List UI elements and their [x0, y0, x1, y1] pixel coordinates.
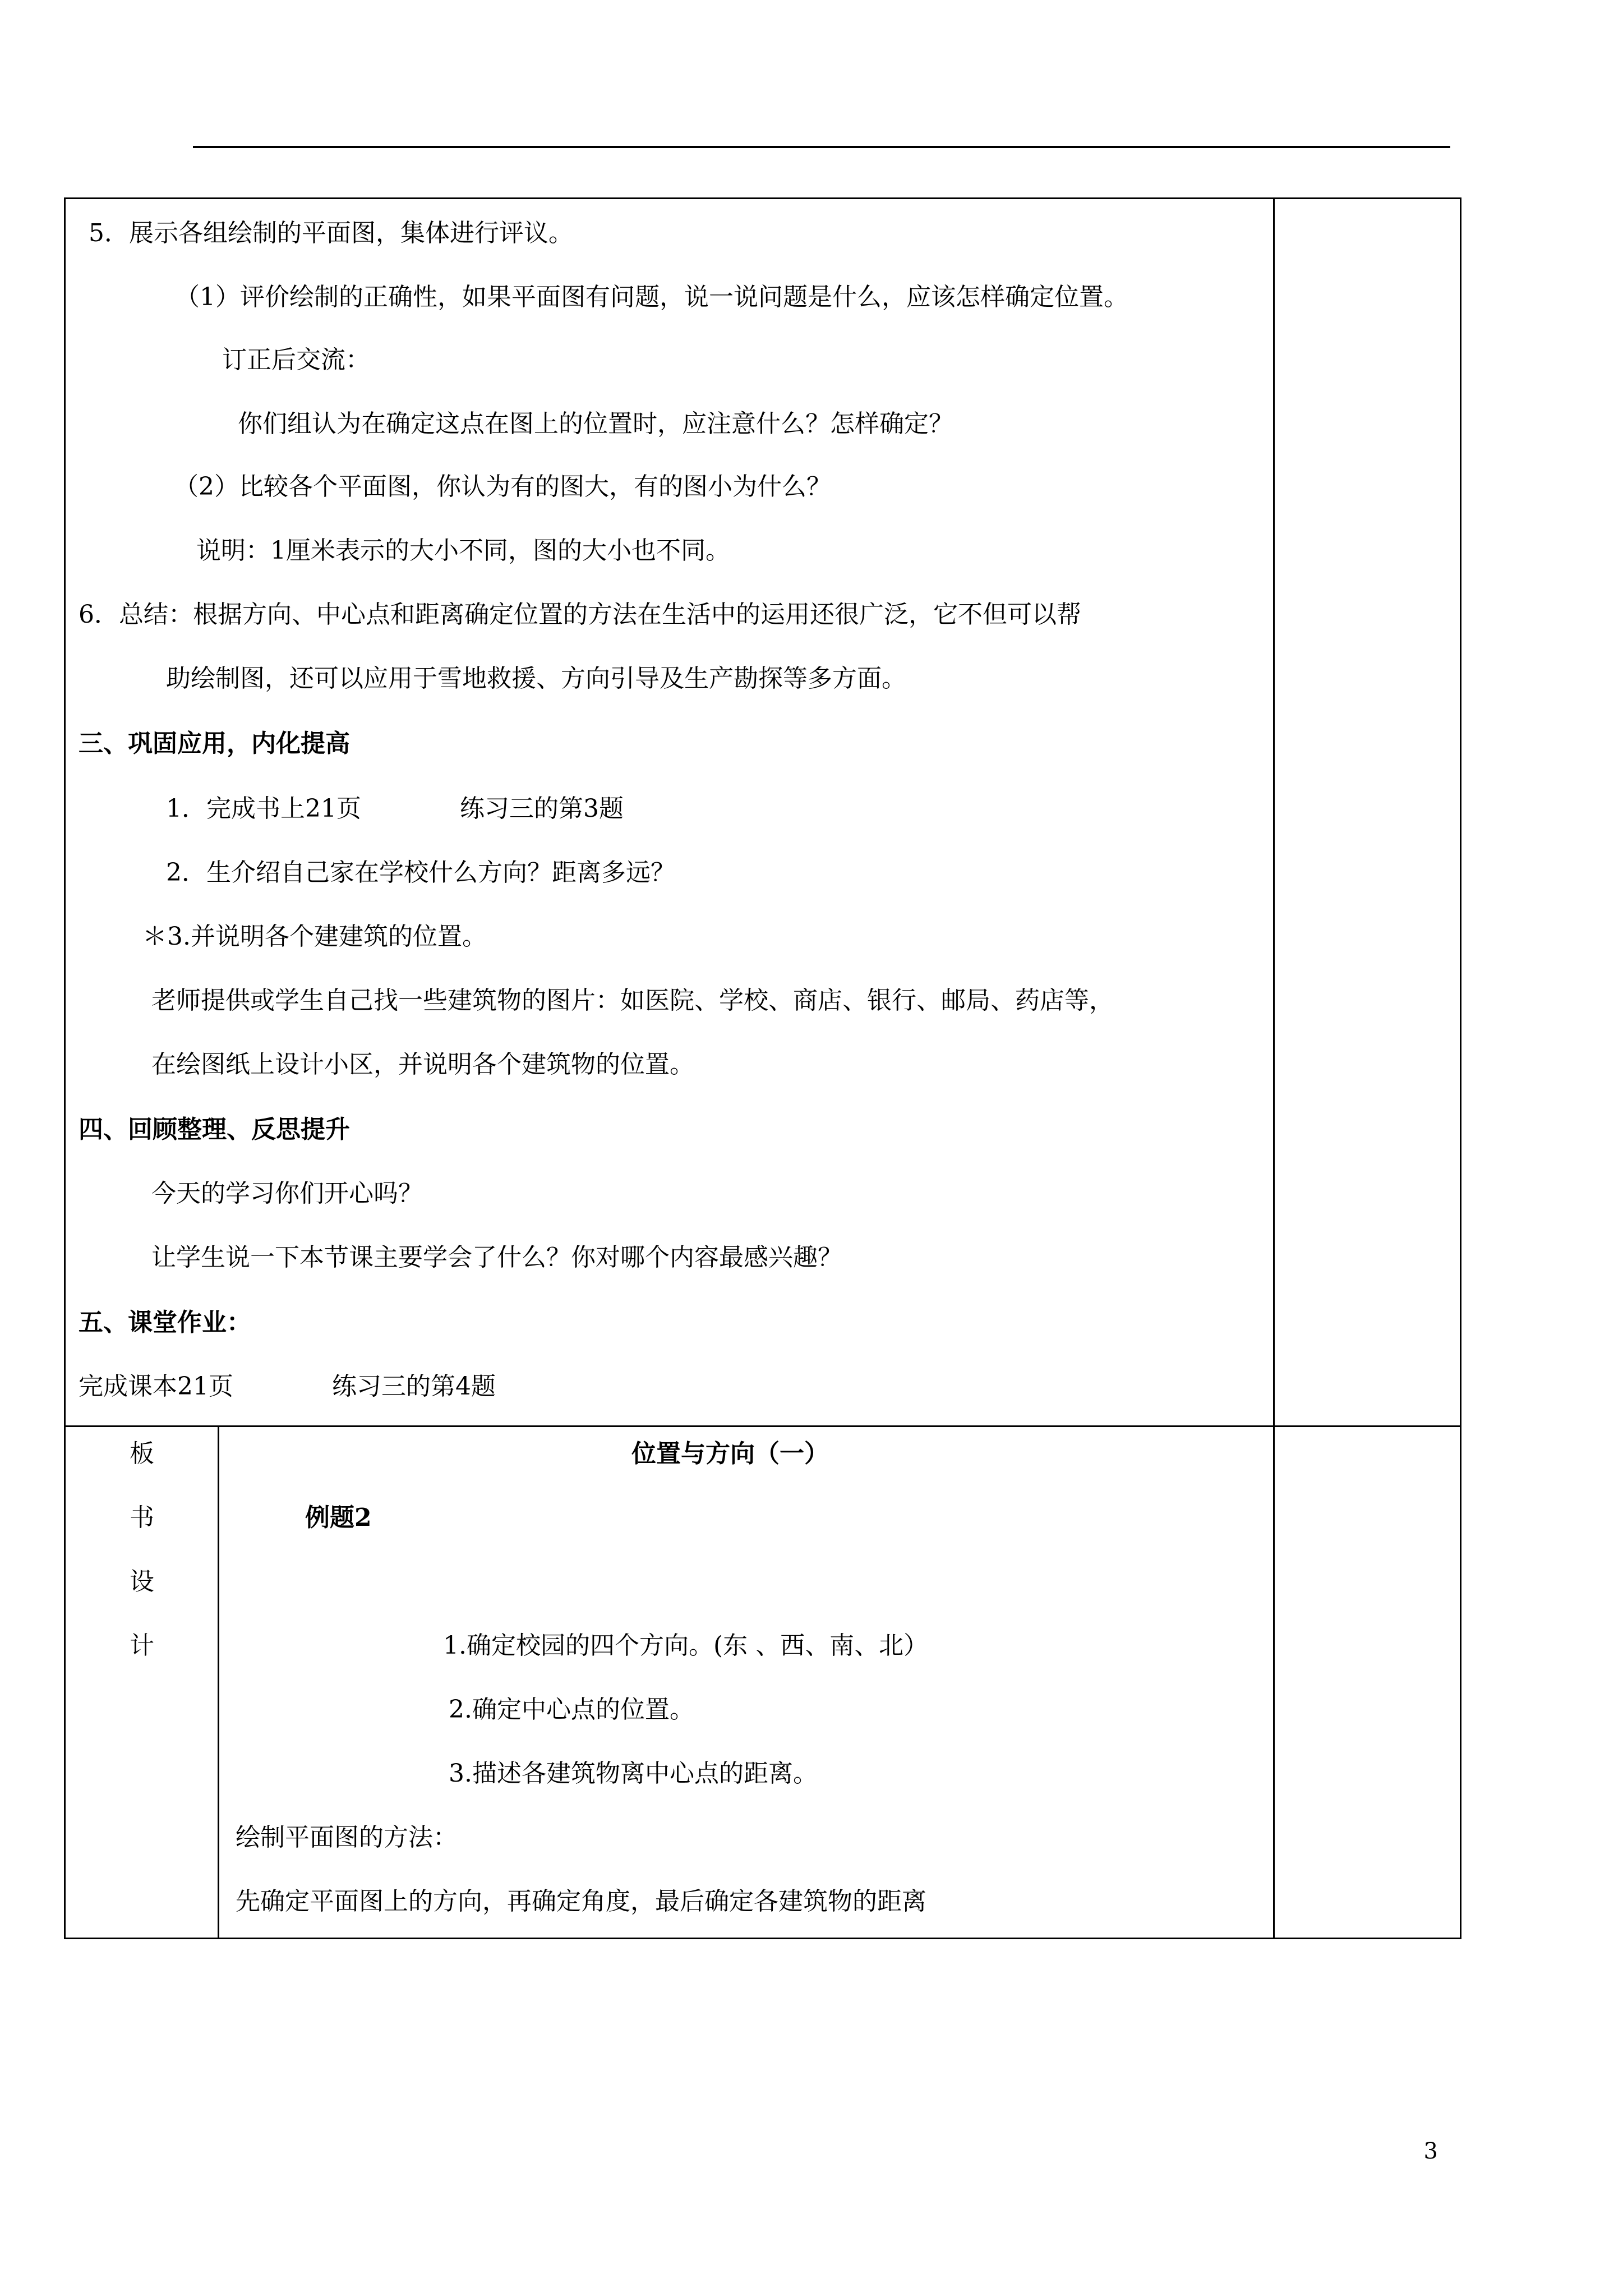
- exercise-2: 2．生介绍自己家在学校什么方向？距离多远？: [166, 858, 675, 887]
- board-step-1: 1.确定校园的四个方向。(东 、西、南、北）: [443, 1631, 929, 1660]
- board-example: 例题2: [305, 1503, 372, 1532]
- section-5-heading: 五、课堂作业：: [79, 1308, 251, 1337]
- exercise-1: 1．完成书上21页 练习三的第3题: [166, 794, 624, 823]
- board-label-char-3: 设: [130, 1567, 154, 1596]
- discussion-question: 你们组认为在确定这点在图上的位置时，应注意什么？怎样确定？: [238, 409, 953, 438]
- step-5-heading: 5．展示各组绘制的平面图，集体进行评议。: [89, 219, 573, 247]
- board-design-content-cell: [218, 1425, 1275, 1939]
- exercise-3: ＊3.并说明各个建建筑的位置。: [142, 922, 487, 951]
- homework: 完成课本21页 练习三的第4题: [79, 1372, 496, 1401]
- board-label-char-1: 板: [130, 1439, 154, 1468]
- evaluation-item-2: （2）比较各个平面图，你认为有的图大，有的图小为什么？: [174, 472, 831, 501]
- exercise-3-detail: 老师提供或学生自己找一些建筑物的图片：如医院、学校、商店、银行、邮局、药店等，: [151, 986, 1114, 1015]
- page-number: 3: [1423, 2138, 1438, 2164]
- board-title: 位置与方向（一）: [631, 1439, 829, 1468]
- correction-exchange: 订正后交流：: [222, 346, 370, 374]
- review-question-1: 今天的学习你们开心吗？: [151, 1179, 423, 1208]
- board-step-2: 2.确定中心点的位置。: [449, 1695, 694, 1724]
- board-method-text: 先确定平面图上的方向，再确定角度，最后确定各建筑物的距离: [236, 1887, 926, 1916]
- section-4-heading: 四、回顾整理、反思提升: [79, 1115, 350, 1144]
- step-6-summary-cont: 助绘制图，还可以应用于雪地救援、方向引导及生产勘探等多方面。: [166, 664, 906, 693]
- board-label-char-2: 书: [130, 1503, 154, 1532]
- notes-cell-upper: [1273, 197, 1461, 1427]
- board-method-label: 绘制平面图的方法：: [236, 1823, 458, 1852]
- header-rule: [193, 146, 1450, 148]
- review-question-2: 让学生说一下本节课主要学会了什么？你对哪个内容最感兴趣？: [151, 1243, 842, 1272]
- step-6-summary: 6．总结：根据方向、中心点和距离确定位置的方法在生活中的运用还很广泛，它不但可以帮: [79, 600, 1081, 629]
- evaluation-item-1: （1）评价绘制的正确性，如果平面图有问题，说一说问题是什么，应该怎样确定位置。: [175, 283, 1128, 311]
- exercise-3-detail-cont: 在绘图纸上设计小区，并说明各个建筑物的位置。: [151, 1050, 694, 1079]
- board-step-3: 3.描述各建筑物离中心点的距离。: [449, 1759, 818, 1788]
- notes-cell-lower: [1273, 1425, 1461, 1939]
- section-3-heading: 三、巩固应用，内化提高: [79, 729, 350, 758]
- board-label-char-4: 计: [130, 1631, 154, 1660]
- explanation: 说明：1厘米表示的大小不同，图的大小也不同。: [196, 536, 730, 565]
